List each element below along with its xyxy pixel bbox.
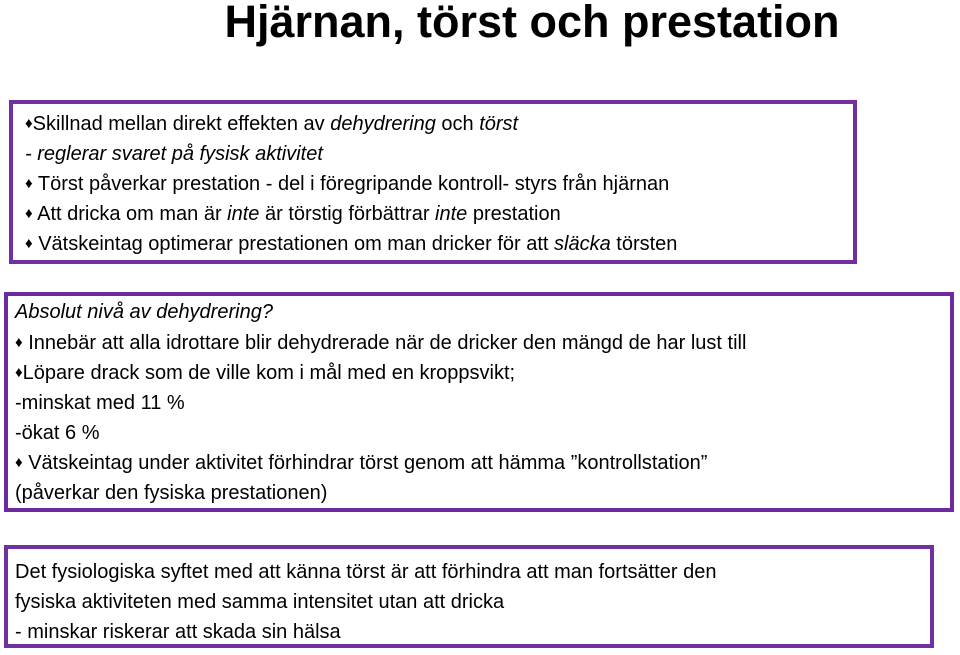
box1-line-4-text-a: Att dricka om man är (32, 203, 228, 225)
box1-line-1-text-c: och (435, 113, 480, 135)
box2-line-2-text: Innebär att alla idrottare blir dehydrerade när de dricker den mängd de har lust till (22, 332, 747, 354)
box2-line-5: -ökat 6 % (15, 422, 100, 444)
box1-line-4-text-c: är törstig förbättrar (259, 203, 436, 225)
box1-line-4 (25, 202, 561, 226)
box2-line-7: (påverkar den fysiska prestationen) (15, 482, 328, 504)
box2-line-3-text: Löpare drack som de ville kom i mål med en kroppsvikt; (22, 362, 516, 384)
box1-line-1 (25, 112, 518, 136)
box1-line-4-text-e: prestation (467, 203, 561, 225)
box2-line-4: -minskat med 11 % (15, 392, 185, 414)
box2-line-2 (15, 331, 746, 355)
box2-line-3 (15, 361, 515, 385)
box1-line-5-text-c: törsten (610, 233, 678, 255)
box1-line-1-text-b: dehydrering (330, 113, 436, 135)
page-title: Hjärnan, törst och prestation (224, 0, 840, 47)
box1-line-1-text-d: törst (479, 113, 519, 135)
box3-line-3: - minskar riskerar att skada sin hälsa (15, 621, 341, 643)
bullet-diamond-icon: ♦ (15, 454, 23, 471)
box1-line-2: - reglerar svaret på fysisk aktivitet (25, 143, 323, 165)
box1-line-3-text: Törst påverkar prestation - del i föregripande kontroll- styrs från hjärnan (32, 173, 670, 195)
box1-line-5 (25, 232, 677, 256)
box2-line-6-text: Vätskeintag under aktivitet förhindrar törst genom att hämma ”kontrollstation” (22, 452, 708, 474)
box1-line-1-text-a: Skillnad mellan direkt effekten av (32, 113, 331, 135)
box3-line-2: fysiska aktiviteten med samma intensitet utan att dricka (15, 591, 505, 613)
bullet-diamond-icon: ♦ (25, 235, 33, 252)
box1-line-5-text-a: Vätskeintag optimerar prestationen om man dricker för att (32, 233, 555, 255)
box3-line-1: Det fysiologiska syftet med att känna törst är att förhindra att man fortsätter den (15, 561, 717, 583)
box1-line-4-text-d: inte (435, 203, 468, 225)
box2-line-6 (15, 451, 707, 475)
bullet-diamond-icon: ♦ (25, 115, 33, 132)
box1-line-3 (25, 172, 669, 196)
bullet-diamond-icon: ♦ (15, 364, 23, 381)
box1-line-5-text-b: släcka (554, 233, 611, 255)
bullet-diamond-icon: ♦ (25, 205, 33, 222)
box1-line-4-text-b: inte (227, 203, 260, 225)
box2-heading: Absolut nivå av dehydrering? (15, 301, 273, 323)
bullet-diamond-icon: ♦ (25, 175, 33, 192)
bullet-diamond-icon: ♦ (15, 334, 23, 351)
